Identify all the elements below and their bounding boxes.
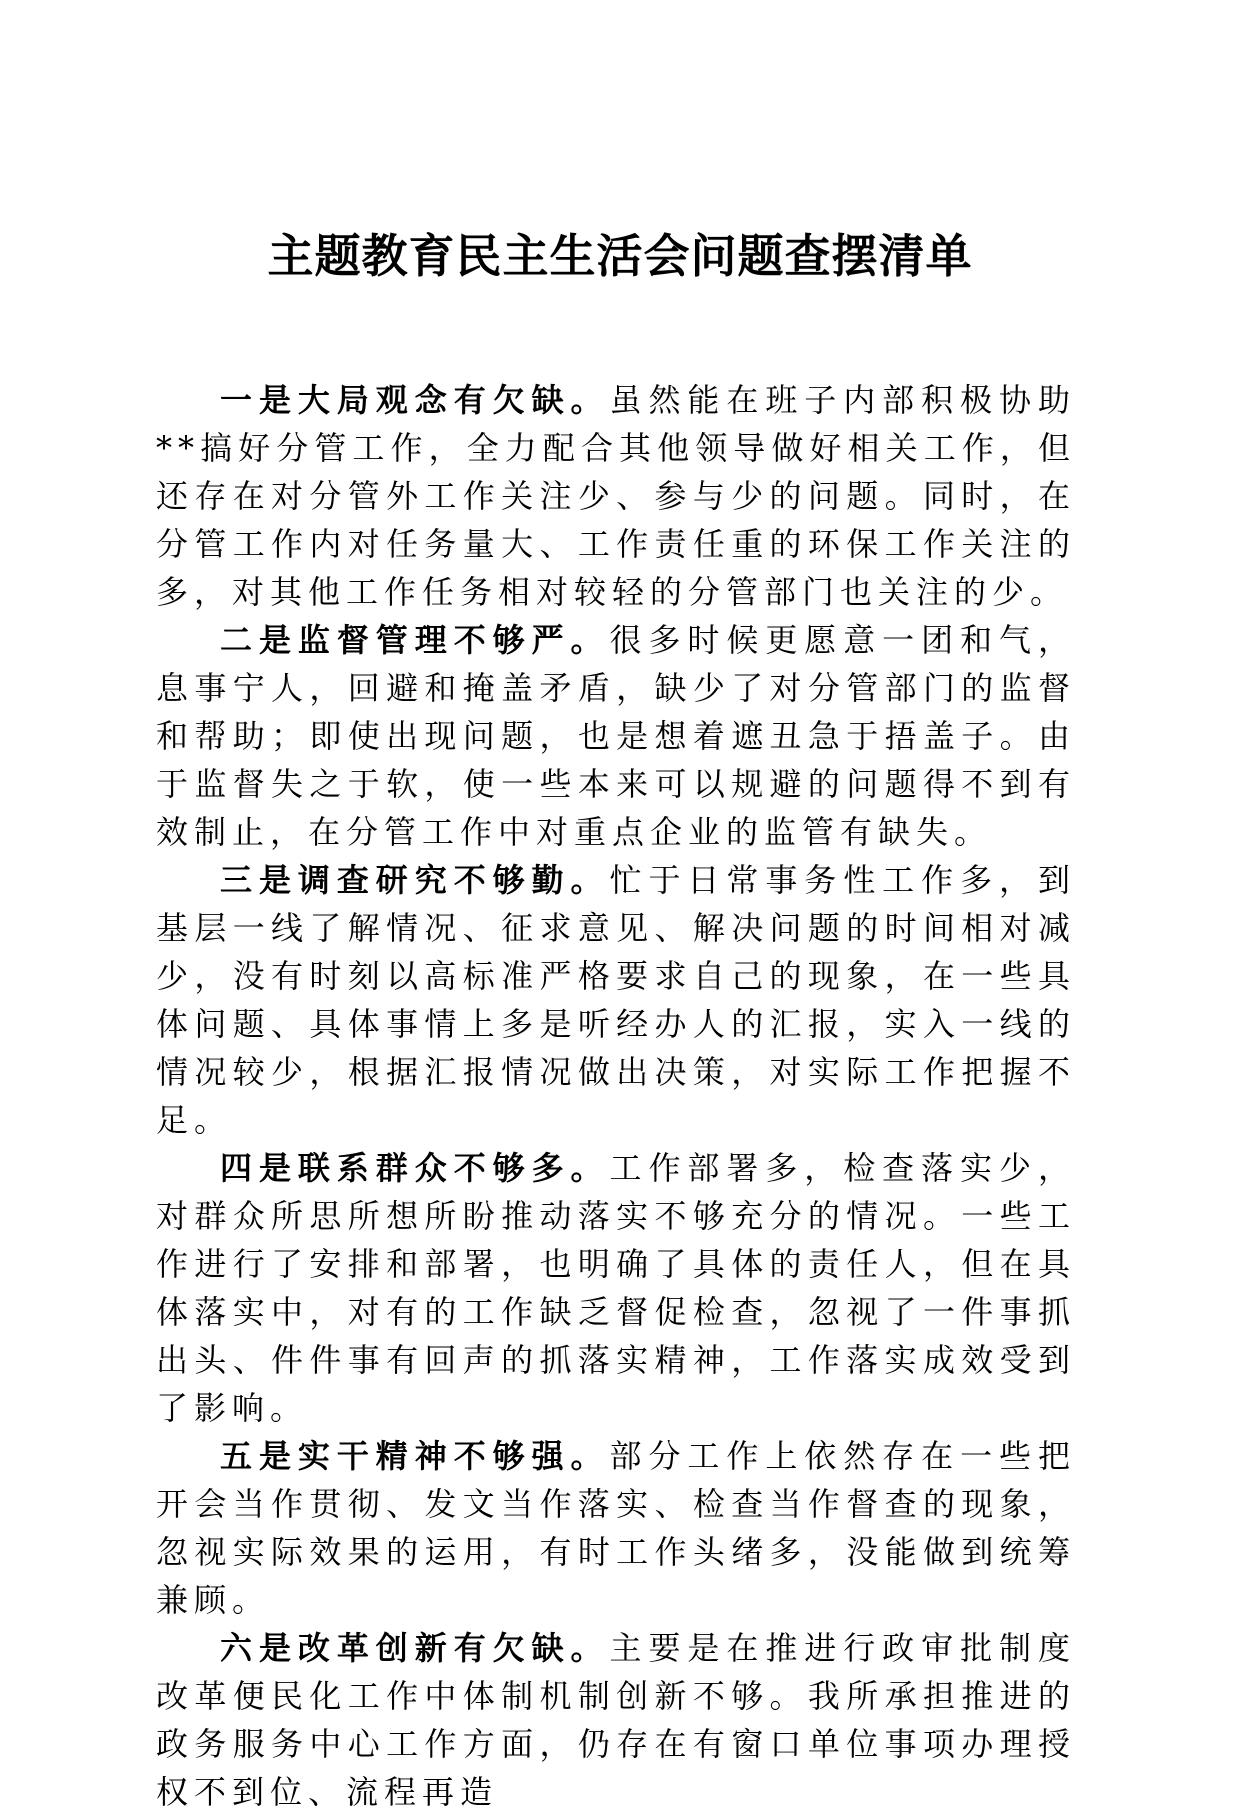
paragraph-6-heading: 六是改革创新有欠缺。 [220, 1629, 610, 1667]
paragraph-2 [156, 616, 1076, 856]
paragraph-5 [156, 1432, 1076, 1624]
paragraph-2-heading: 二是监督管理不够严。 [220, 621, 610, 659]
document-body [156, 376, 1076, 1816]
paragraph-3-heading: 三是调查研究不够勤。 [220, 861, 610, 899]
paragraph-5-heading: 五是实干精神不够强。 [220, 1437, 610, 1475]
paragraph-1-text: 虽然能在班子内部积极协助**搞好分管工作，全力配合其他领导做好相关工作，但还存在对分管外工作关注少、参与少的问题。同时，在分管工作内对任务量大、工作责任重的环保工作关注的多，对其他工作任务相对较轻的分管部门也关注的少。 [156, 381, 1076, 611]
paragraph-4-heading: 四是联系群众不够多。 [220, 1149, 610, 1187]
paragraph-4 [156, 1144, 1076, 1432]
paragraph-6-text: 主要是在推进行政审批制度改革便民化工作中体制机制创新不够。我所承担推进的政务服务中心工作方面，仍存在有窗口单位事项办理授权不到位、流程再造 [156, 1629, 1076, 1811]
paragraph-3-text: 忙于日常事务性工作多，到基层一线了解情况、征求意见、解决问题的时间相对减少，没有时刻以高标准严格要求自己的现象，在一些具体问题、具体事情上多是听经办人的汇报，实入一线的情况较少，根据汇报情况做出决策，对实际工作把握不足。 [156, 861, 1076, 1139]
paragraph-1-heading: 一是大局观念有欠缺。 [220, 381, 610, 419]
document-title: 主题教育民主生活会问题查摆清单 [267, 229, 973, 283]
paragraph-4-text: 工作部署多，检查落实少，对群众所思所想所盼推动落实不够充分的情况。一些工作进行了安排和部署，也明确了具体的责任人，但在具体落实中，对有的工作缺乏督促检查，忽视了一件事抓出头、件件事有回声的抓落实精神，工作落实成效受到了影响。 [156, 1149, 1076, 1427]
paragraph-1 [156, 376, 1076, 616]
paragraph-3 [156, 856, 1076, 1144]
paragraph-6 [156, 1624, 1076, 1816]
paragraph-5-text: 部分工作上依然存在一些把开会当作贯彻、发文当作落实、检查当作督查的现象，忽视实际效果的运用，有时工作头绪多，没能做到统筹兼顾。 [156, 1437, 1076, 1619]
paragraph-2-text: 很多时候更愿意一团和气，息事宁人，回避和掩盖矛盾，缺少了对分管部门的监督和帮助；即使出现问题，也是想着遮丑急于捂盖子。由于监督失之于软，使一些本来可以规避的问题得不到有效制止，在分管工作中对重点企业的监管有缺失。 [156, 621, 1076, 851]
